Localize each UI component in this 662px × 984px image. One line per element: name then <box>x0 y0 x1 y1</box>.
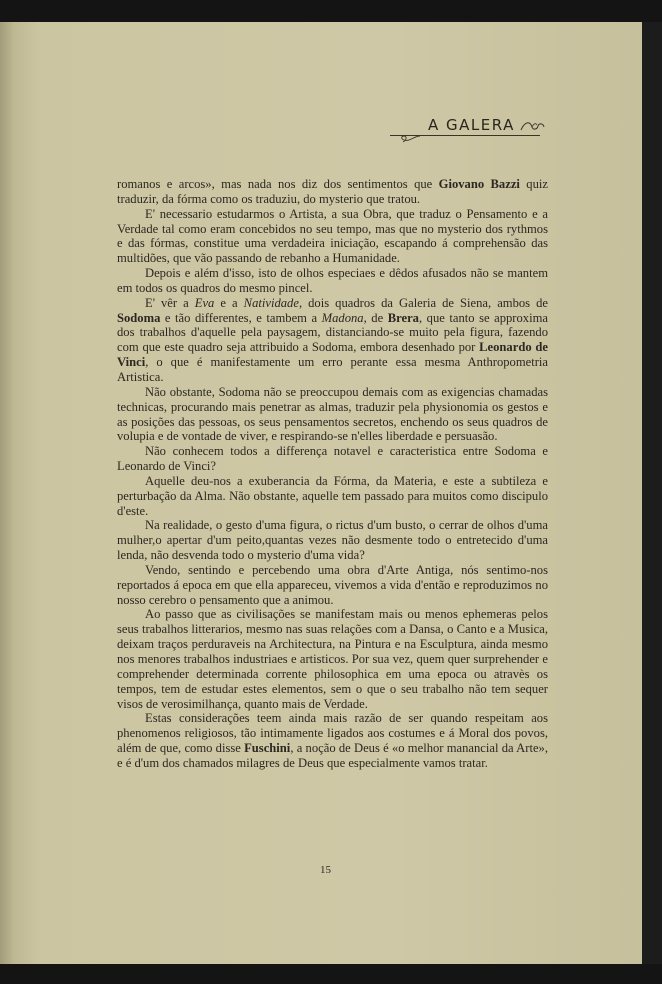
page-number: 15 <box>320 864 331 876</box>
paragraph <box>117 266 548 296</box>
text-run: , a noção de Deus é «o melhor manancial da Arte», e é d'um dos chamados milagres de Deus que especialmente vamos tratar. <box>117 741 548 770</box>
bold-name: Giovano Bazzi <box>438 177 520 191</box>
text-run: e tão differentes, e tambem a <box>160 310 322 325</box>
text-run: , o que é manifestamente um erro perante essa mesma Anthropometria Artistica. <box>117 355 548 384</box>
paragraph <box>117 607 548 711</box>
text-run: romanos e arcos», mas nada nos diz dos sentimentos que <box>117 177 439 191</box>
bold-name: Sodoma <box>117 310 161 325</box>
bold-name: Leonardo de Vinci <box>117 340 548 370</box>
bold-name: Fuschini <box>244 741 291 756</box>
text-run: Na realidade, o gesto d'uma figura, o rictus d'um busto, o cerrar de olhos d'uma mulher,o apertar d'um peito,quantas vezes não desmente todo o entretecido d'uma lenda, não desvenda todo o mysterio d'uma vida? <box>117 518 548 563</box>
text-run: , de <box>363 310 388 325</box>
running-header <box>390 116 550 146</box>
text-run: Depois e além d'isso, isto de olhos especiaes e dêdos afusados não se mantem em todos os quadros do mesmo pincel. <box>117 266 548 295</box>
paragraph <box>117 518 548 563</box>
text-run: Não conhecem todos a differença notavel e caracteristica entre Sodoma e Leonardo de Vinci? <box>117 444 548 474</box>
text-run: quiz traduzir, da fórma como os traduziu, do mysterio que tratou. <box>117 177 548 206</box>
paragraph <box>117 296 548 385</box>
paragraph <box>117 711 548 770</box>
page-edge-shadow <box>642 22 662 964</box>
text-run: Não obstante, Sodoma não se preoccupou demais com as exigencias chamadas technicas, procurando mais penetrar as almas, traduzir pela physionomia os gestos e as posições das pessoas, os seus pensamentos secretos, enchendo os seus quadros de volupia e de vontade de viver, e respirando-se n'elles liberdade e persuasão. <box>117 384 548 444</box>
paragraph <box>117 207 548 266</box>
italic-title: Madona <box>321 310 364 325</box>
text-run: Vendo, sentindo e percebendo uma obra d'Arte Antiga, nós sentimo-nos reportados á epoca em que ella appareceu, vivemos a vida d'então e reproduzimos no nosso cerebro o pensamento que a animou. <box>117 562 548 607</box>
text-run: e a <box>214 295 244 310</box>
body-text <box>117 177 548 771</box>
bold-name: Brera <box>387 310 419 325</box>
italic-title: Natividade <box>243 295 299 310</box>
paragraph <box>117 563 548 608</box>
header-rule <box>390 135 540 136</box>
text-run: , que tanto se approxima dos trabalhos d'aquelle pela paysagem, distanciando-se muito pela figura, fazendo com que este quadro seja attribuido a Sodoma, embora desenhado por <box>117 310 548 355</box>
paragraph <box>117 474 548 519</box>
book-page <box>0 22 642 964</box>
flourish-ornament-icon <box>520 119 546 133</box>
text-run: E' necessario estudarmos o Artista, a sua Obra, que traduz o Pensamento e a Verdade tal como eram concebidos no seu tempo, mas que no mysterio dos rythmos e das fórmas, constitue uma verdadeira iniciação, escapando á comprehensão das multidões, que vão passando de rebanho a Humanidade. <box>117 206 548 266</box>
text-run: , dois quadros da Galeria de Siena, ambos de <box>298 295 549 310</box>
header-title: A GALERA <box>428 116 515 134</box>
text-run: Aquelle deu-nos a exuberancia da Fórma, da Materia, e este a subtileza e perturbação da Alma. Não obstante, aquelle tem passado para muitos como discipulo d'este. <box>117 473 548 518</box>
text-run: Ao passo que as civilisações se manifestam mais ou menos ephemeras pelos seus trabalhos litterarios, mesmo nas suas relações com a Dansa, o Canto e a Musica, deixam traços perduraveis na Architectura, na Pintura e na Esculptura, ainda mesmo nos menores trabalhos industriaes e artisticos. Por sua vez, quem quer surprehender e comprehender determinada corrente philosophica em uma epoca ou atravès os tempos, tem de estudar estes elementos, sem o que o seu trabalho não tem sequer visos de verosimilhança, quanto mais de Verdade. <box>117 607 548 711</box>
text-run: E' vêr a <box>145 295 195 310</box>
paragraph <box>117 444 548 474</box>
text-run: Estas considerações teem ainda mais razão de ser quando respeitam aos phenomenos religiosos, tão intimamente ligados aos costumes e á Moral dos povos, além de que, como disse <box>117 711 548 756</box>
italic-title: Eva <box>194 295 215 310</box>
paragraph <box>117 177 548 207</box>
paragraph <box>117 385 548 444</box>
